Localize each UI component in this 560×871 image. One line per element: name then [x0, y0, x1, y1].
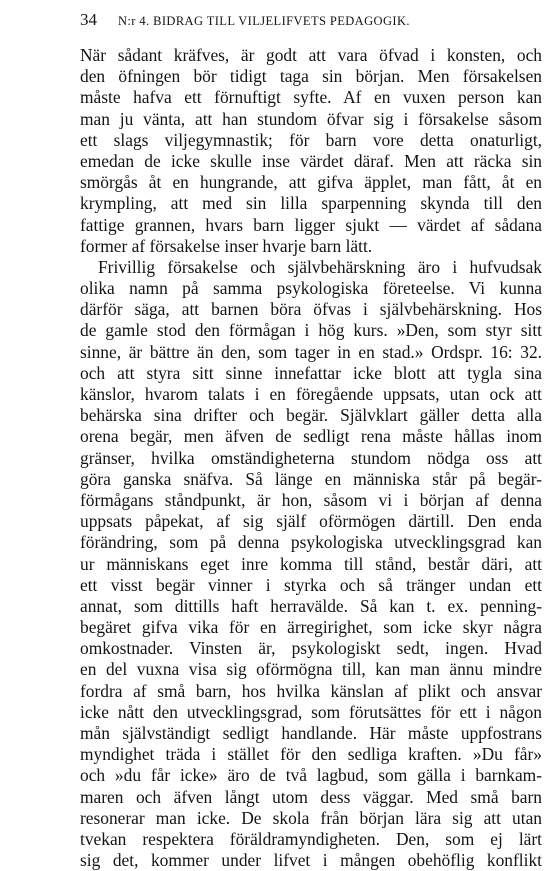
text-line: omkostnader. Vinsten är, psykologiskt sedt, ingen. Hvad: [80, 638, 542, 659]
text-line: annat, som dittills haft herravälde. Så kan t. ex. penning-: [80, 595, 542, 616]
text-line: förändring, som på denna psykologiska utvecklingsgrad kan: [80, 532, 542, 553]
body-text: [80, 45, 542, 871]
text-line: göra ganska snäfva. Så länge en människa står på begär-: [80, 468, 542, 489]
text-line: den öfningen bör tidigt taga sin början. Men försakelsen: [80, 66, 542, 87]
text-line: orena begär, men äfven de sedligt rena måste hållas inom: [80, 426, 542, 447]
text-line: olika namn på samma psykologiska företeelse. Vi kunna: [80, 278, 542, 299]
text-line: och »du får icke» äro de två lagbud, som gälla i barnkam-: [80, 765, 542, 786]
text-line: myndighet träda i stället för den sedliga kraften. »Du får»: [80, 744, 542, 765]
text-line: uppsats påpekat, af sig själf oförmögen därtill. Den enda: [80, 511, 542, 532]
text-line: maren och äfven långt utom dess väggar. Med små barn: [80, 786, 542, 807]
text-line: krympling, att med sin lilla sparpenning skynda till den: [80, 193, 542, 214]
text-line: ett slags viljegymnastik; för barn vore detta onaturligt,: [80, 129, 542, 150]
text-line: emedan de icke skulle inse värdet däraf. Men att räcka sin: [80, 150, 542, 171]
text-line: känslor, hvarom talats i en föregående uppsats, utan ock att: [80, 384, 542, 404]
text-line: en del vuxna visa sig oförmögna till, kan man ännu mindre: [80, 659, 542, 680]
text-line: icke nått den utvecklingsgrad, som förutsättes för ett i någon: [80, 701, 542, 722]
text-line: tvekan respektera föräldramyndigheten. Den, som ej lärt: [80, 828, 542, 849]
text-line: ett visst begär vinner i styrka och så tränger undan ett: [80, 574, 542, 595]
page-number: 34: [80, 10, 97, 29]
text-line: begäret gifva vika för en ärregirighet, som icke skyr några: [80, 617, 542, 638]
text-line: fordra af små barn, hos hvilka känslan af plikt och ansvar: [80, 680, 542, 701]
text-line: sinne, är bättre än den, som tager in en stad.» Ordspr. 16: 32.: [80, 341, 542, 362]
text-line: mån självständigt sedligt handlande. Här måste uppfostrans: [80, 723, 542, 743]
paragraph-start-line: Frivillig försakelse och självbehärskning äro i hufvudsak: [98, 256, 542, 277]
text-line: ur människans eget inre komma till stånd, består däri, att: [80, 553, 542, 574]
text-line: förmågans ståndpunkt, är hon, såsom vi i början af denna: [80, 489, 542, 510]
text-line: gränser, hvilka omständigheterna stundom nödga oss att: [80, 447, 542, 468]
text-line: fattige grannen, hvars barn ligger sjukt — värdet af sådana: [80, 214, 542, 235]
text-line: man ju vänta, att han stundom öfvar sig i försakelse såsom: [80, 108, 542, 129]
text-line: därför säga, att barnen böra öfvas i självbehärskning. Hos: [80, 299, 542, 320]
text-line: resonerar man icke. De skola från början lära sig att utan: [80, 807, 542, 828]
text-line: sig det, kommer under lifvet i mången obehöflig konflikt: [80, 850, 542, 871]
paragraph-end-line: former af försakelse inser hvarje barn lätt.: [80, 235, 373, 256]
text-line: måste hafva ett förnuftigt syfte. Af en vuxen person kan: [80, 87, 542, 108]
text-line: När sådant kräfves, är godt att vara öfvad i konsten, och: [80, 45, 542, 65]
text-line: smörgås åt en hungrande, att gifva äpplet, man fått, åt en: [80, 172, 542, 193]
text-line: behärska sina drifter och begär. Självklart gäller detta alla: [80, 405, 542, 426]
running-title: N:r 4. BIDRAG TILL VILJELIFVETS PEDAGOGIK.: [118, 14, 410, 28]
text-line: de gamle stod den förmågan i hög kurs. »Den, som styr sitt: [80, 320, 542, 341]
text-line: och att styra sitt sinne innefattar icke blott att tygla sina: [80, 362, 542, 383]
running-head: [80, 9, 550, 31]
